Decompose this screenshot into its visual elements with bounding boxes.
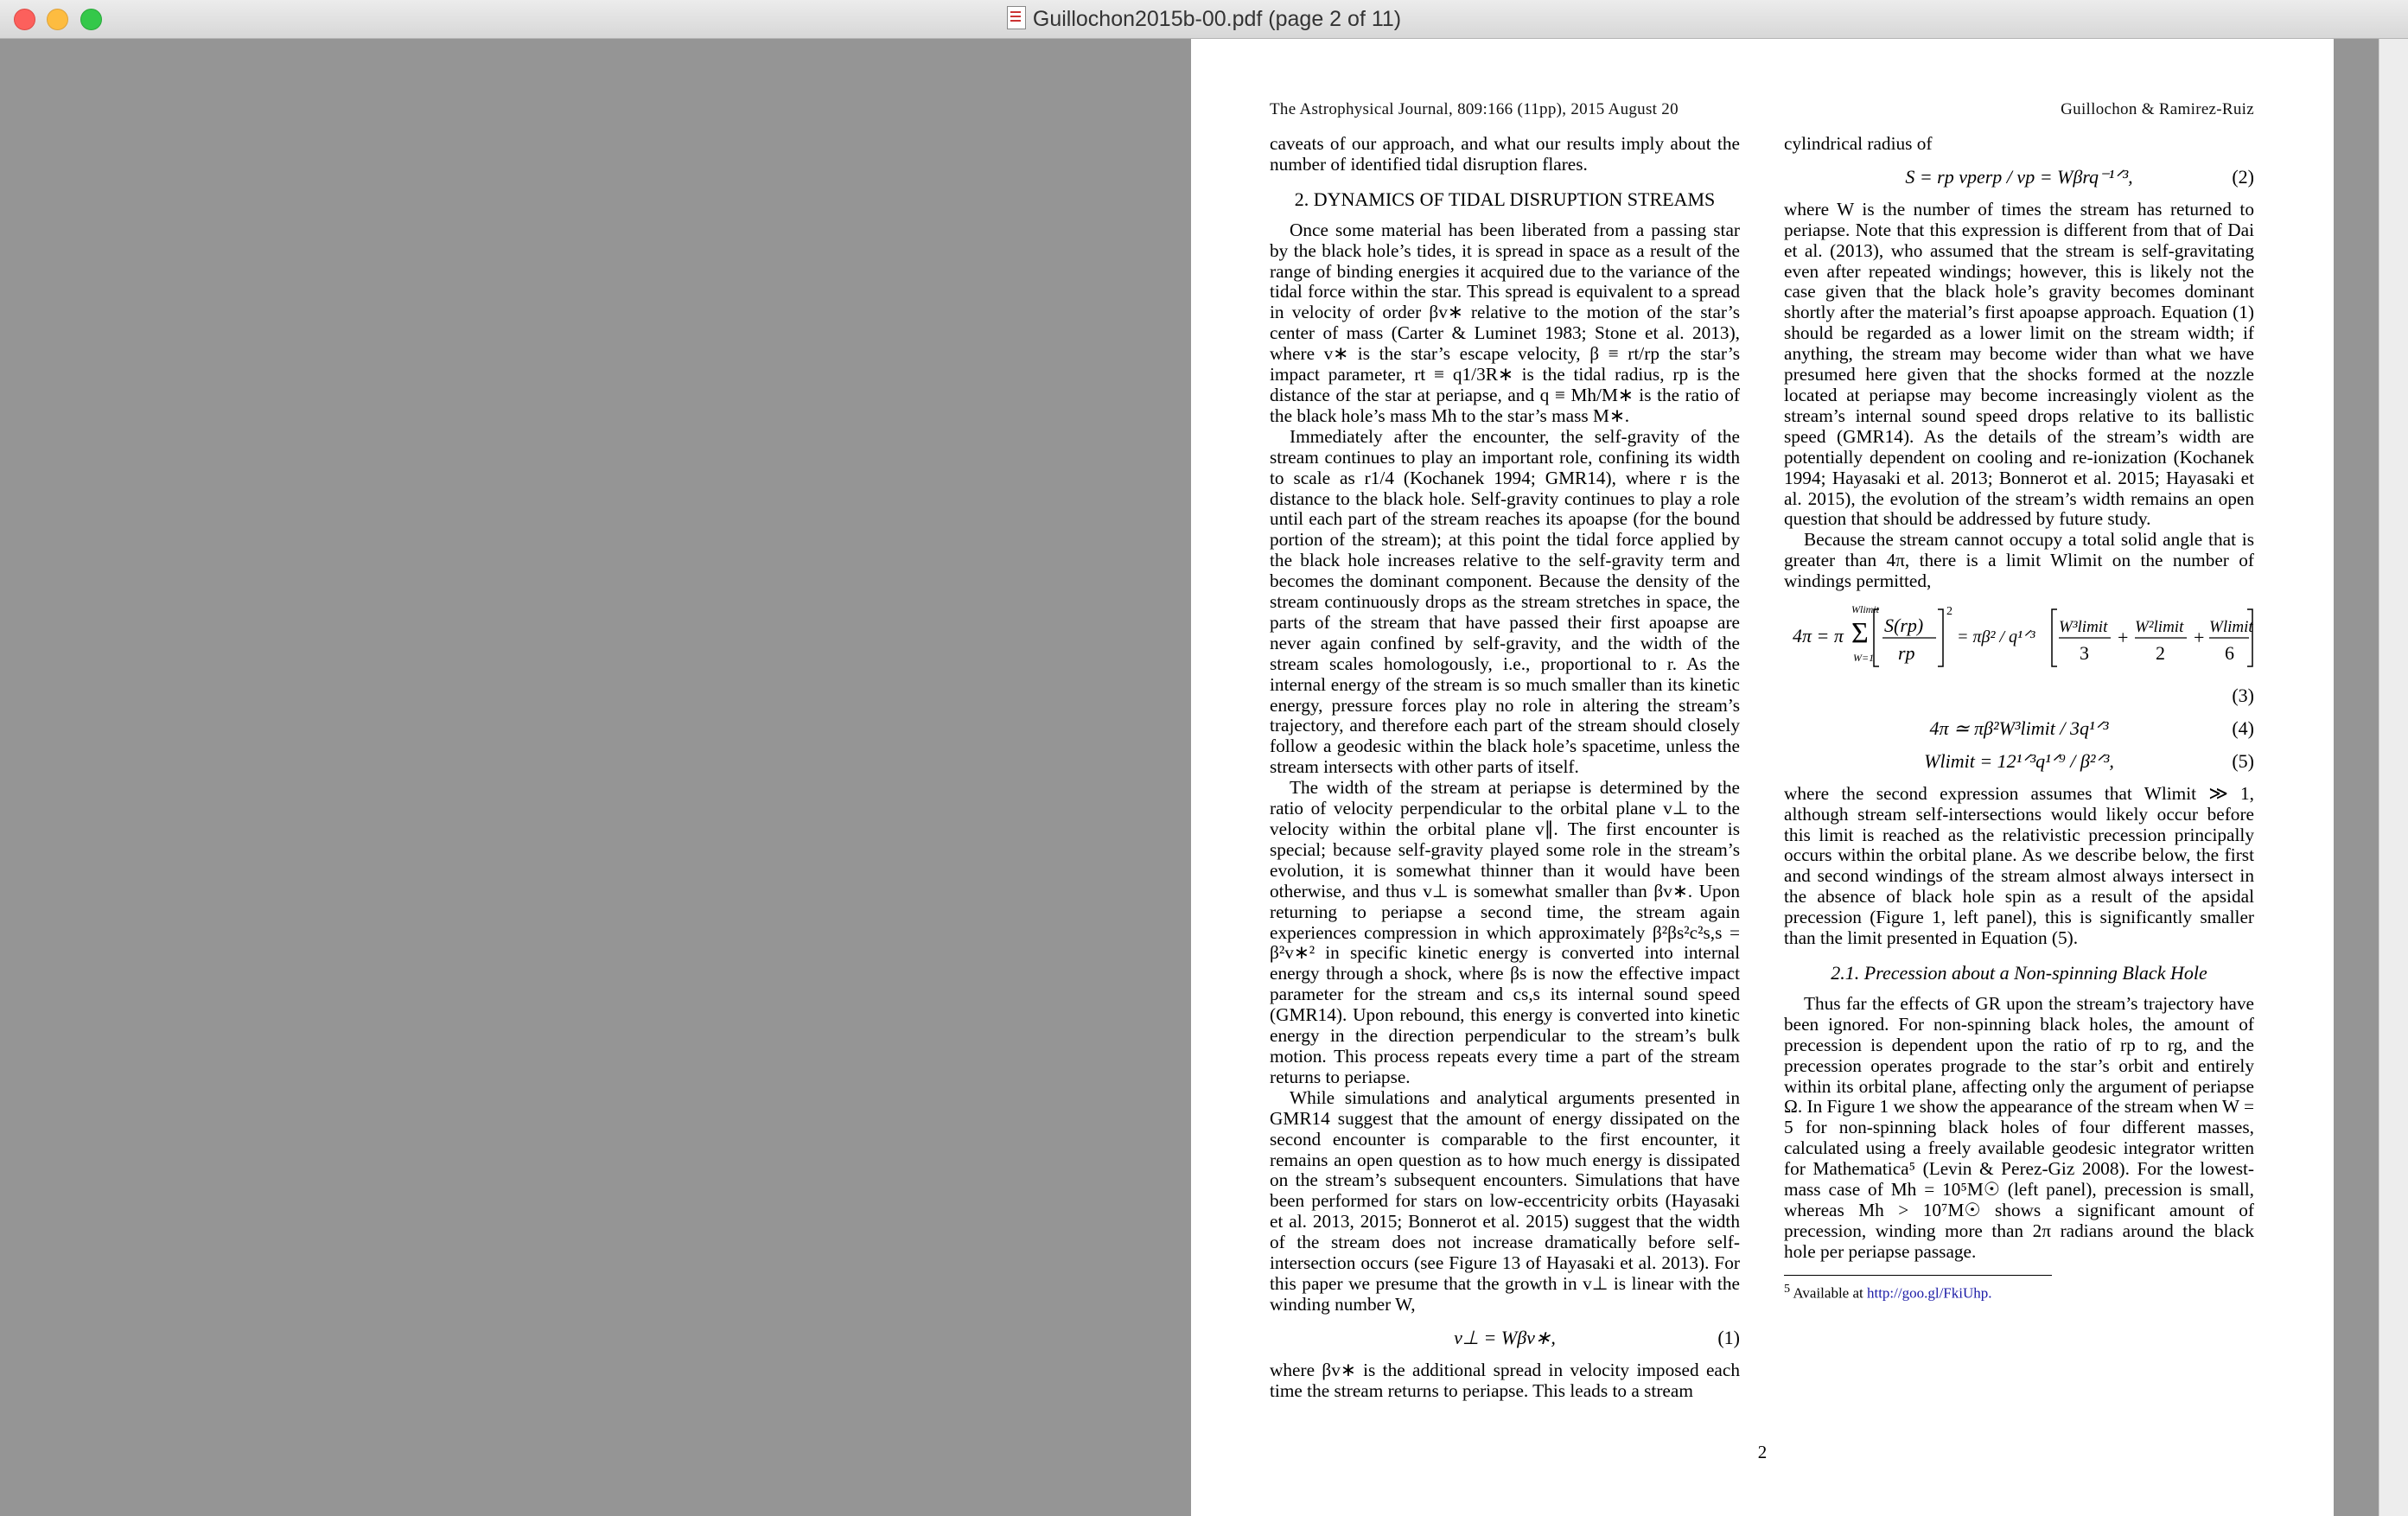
plus-sign-2: + [2194, 627, 2205, 649]
intro-fragment: cylindrical radius of [1784, 133, 1933, 154]
eq3-lhs: 4π = π [1793, 625, 1844, 647]
eq3-term1-denominator: 3 [2080, 642, 2089, 665]
paragraph-1: Once some material has been liberated from a passing star by the black hole’s tides, it is spread in space as a result of the range of binding energies it acquired due to the variance of the tidal force within the star. This spread is equivalent to a spread in velocity of order βv∗ relative to the motion of the star’s center of mass (Carter & Luminet 1983; Stone et al. 2013), where v∗ is the star’s escape velocity, β ≡ rt/rp the star’s impact parameter, rt ≡ q1/3R∗ is the tidal radius, rp is the distance of the star at periapse, and q ≡ Mh/M∗ is the ratio of the black hole’s mass Mh to the star’s mass M∗. [1270, 219, 1740, 426]
eq3-square: 2 [1946, 605, 1953, 619]
authors-header: Guillochon & Ramirez-Ruiz [2061, 100, 2254, 118]
intro-paragraph: caveats of our approach, and what our results imply about the number of identified tidal disruption flares. [1270, 133, 1740, 175]
page-number: 2 [1757, 1442, 1768, 1462]
right-column [1784, 134, 2254, 1303]
paragraph-r2: Because the stream cannot occupy a total solid angle that is greater than 4π, there is a limit Wlimit on the number of windings permitted, [1784, 529, 2254, 592]
plus-sign-1: + [2118, 627, 2129, 649]
equation-2-body: S = rp vperp / vp = Wβrq⁻¹ᐟ³, [1905, 165, 2133, 188]
section-heading: 2. DYNAMICS OF TIDAL DISRUPTION STREAMS [1294, 188, 1716, 210]
eq3-term3-denominator: 6 [2225, 642, 2234, 665]
eq3-sum-bottom: W=1 [1853, 652, 1875, 665]
equation-5-number: (5) [2232, 749, 2254, 772]
equation-3-number-row [1784, 685, 2254, 706]
eq3-term2-denominator: 2 [2156, 642, 2165, 665]
bracket-left-2 [2052, 609, 2057, 666]
equation-1 [1270, 1328, 1740, 1348]
equation-3-graphic [1784, 602, 2254, 673]
eq3-frac-denominator: rp [1898, 642, 1915, 665]
equation-5-body: Wlimit = 12¹ᐟ³q¹ᐟ⁹ / β²ᐟ³, [1924, 749, 2114, 772]
footnote-text: Available at [1793, 1284, 1863, 1302]
equation-2-number: (2) [2232, 165, 2254, 188]
paragraph-4: While simulations and analytical arguments presented in GMR14 suggest that the amount of energy dissipated on the second encounter is comparable to the first encounter, it remains an open question as to how much energy is dissipated on the stream’s subsequent encounters. Simulations that have been performed for stars on low-eccentricity orbits (Hayasaki et al. 2013, 2015; Bonnerot et al. 2015) suggest that the width of the stream does not increase dramatically before self-intersection occurs (see Figure 13 of Hayasaki et al. 2013). For this paper we presume that the growth in v⊥ is linear with the winding number W, [1270, 1086, 1740, 1315]
equation-4 [1784, 718, 2254, 739]
window-title-text: Guillochon2015b-00.pdf (page 2 of 11) [1032, 7, 1402, 31]
paragraph-r3: where the second expression assumes that Wlimit ≫ 1, although stream self-intersections would likely occur before this limit is reached as the relativistic precession principally occurs within the orbital plane. As we describe below, the first and second windings of the stream almost always intersect in the absence of black hole spin as a result of the apsidal precession (Figure 1, left panel), this is significantly smaller than the limit presented in Equation (5). [1784, 782, 2254, 949]
bracket-left-1 [1874, 609, 1879, 666]
equation-1-body: v⊥ = Wβv∗, [1454, 1326, 1556, 1348]
pdf-document-icon [1007, 6, 1026, 29]
window-titlebar [0, 0, 2408, 39]
left-column [1270, 134, 1740, 1401]
equation-5 [1784, 751, 2254, 772]
eq3-term3-numerator: Wlimit [2209, 618, 2253, 637]
paragraph-r1: where W is the number of times the stream has returned to periapse. Note that this expression is different from that of Dai et al. (2013), who assumed that the stream is self-gravitating even after repeated windings; however, this is likely not the case given that the black hole’s gravity becomes dominant shortly after the material’s first apoapse approach. Equation (1) should be regarded as a lower limit on the stream width; if anything, the stream may become wider than what we have presumed here given that the shocks formed at the nozzle located at periapse may become increasingly violent as the stream’s internal sound speed drops relative to its ballistic speed (GMR14). As the details of the stream’s width are potentially dependent on cooling and re-ionization (Kochanek 1994; Hayasaki et al. 2013; Bonnerot et al. 2015; Hayasaki et al. 2015), the evolution of the stream’s width remains an open question that should be addressed by future study. [1784, 198, 2254, 530]
equation-3-number: (3) [2232, 685, 2254, 707]
journal-header: The Astrophysical Journal, 809:166 (11pp), 2015 August 20 [1270, 100, 1679, 118]
footnote-link[interactable]: http://goo.gl/FkiUhp. [1866, 1284, 1992, 1302]
paragraph-2: Immediately after the encounter, the self-gravity of the stream continues to play an important role, confining its width to scale as r1/4 (Kochanek 1994; GMR14), where r is the distance to the black hole. Self-gravity continues to play a role until each part of the stream reaches its apoapse (for the bound portion of the stream); at this point the tidal force applied by the black hole increases relative to the self-gravity term and becomes the dominant component. Because the density of the stream continuously drops as the stream stretches in space, the parts of the stream that have passed their first apoapse are never again confined by self-gravity, and the width of the stream scales homologously, i.e., proportional to r. As the internal energy of the stream is so much smaller than its kinetic energy, pressure forces play no role in altering the stream’s trajectory, and therefore each part of the stream should closely follow a geodesic within the black hole’s spacetime, unless the stream intersects with other parts of itself. [1270, 425, 1740, 778]
eq3-middle: = πβ² / q¹ᐟ³ [1957, 627, 2035, 647]
equation-1-number: (1) [1717, 1326, 1740, 1348]
eq3-frac-numerator: S(rp) [1884, 615, 1924, 637]
paragraph-r4: Thus far the effects of GR upon the stream’s trajectory have been ignored. For non-spinning black holes, the amount of precession is dependent upon the ratio of rp to rg, and the precession operates prograde to the star’s orbit and entirely within its orbital plane, affecting only the argument of periapse Ω. In Figure 1 we show the appearance of the stream when W = 5 for non-spinning black holes of four different masses, calculated using a freely available geodesic integrator written for Mathematica⁵ (Levin & Perez-Giz 2008). For the lowest-mass case of Mh = 10⁵M☉ (left panel), precession is small, whereas Mh > 10⁷M☉ shows a significant amount of precession, winding more than 2π radians around the black hole per periapse passage. [1784, 992, 2254, 1262]
eq3-term1-numerator: W³limit [2059, 618, 2108, 637]
window-title [0, 6, 2408, 32]
footnote [1784, 1279, 2254, 1304]
footnote-mark: 5 [1784, 1281, 1791, 1296]
equation-4-body: 4π ≃ πβ²W³limit / 3q¹ᐟ³ [1929, 717, 2109, 739]
pdf-page [1191, 39, 2334, 1516]
paragraph-after-eq1: where βv∗ is the additional spread in velocity imposed each time the stream returns to periapse. This leads to a stream [1270, 1359, 1740, 1401]
footnote-rule [1784, 1275, 2052, 1276]
equation-2 [1784, 167, 2254, 188]
vertical-scrollbar[interactable] [2379, 39, 2408, 1516]
eq3-sum-top: Wlimit [1851, 603, 1879, 616]
subsection-heading: 2.1. Precession about a Non-spinning Black Hole [1831, 962, 2207, 984]
sum-symbol: Σ [1851, 617, 1869, 650]
equation-4-number: (4) [2232, 717, 2254, 739]
bracket-right-1 [1938, 609, 1943, 666]
equation-3 [1784, 602, 2254, 673]
eq3-term2-numerator: W²limit [2135, 618, 2184, 637]
paragraph-3: The width of the stream at periapse is determined by the ratio of velocity perpendicular to the orbital plane v⊥ to the velocity within the orbital plane v∥. The first encounter is special; because self-gravity played some role in the stream’s evolution, it is somewhat thinner than it would have been otherwise, and thus v⊥ is somewhat smaller than βv∗. Upon returning to periapse a second time, the stream again experiences compression in which approximately β²βs²c²s,s = β²v∗² in specific kinetic energy is converted into internal energy through a shock, where βs is now the effective impact parameter for the stream and cs,s its internal sound speed (GMR14). Upon rebound, this energy is converted into kinetic energy in the direction perpendicular to the stream’s bulk motion. This process repeats every time a part of the stream returns to periapse. [1270, 777, 1740, 1087]
